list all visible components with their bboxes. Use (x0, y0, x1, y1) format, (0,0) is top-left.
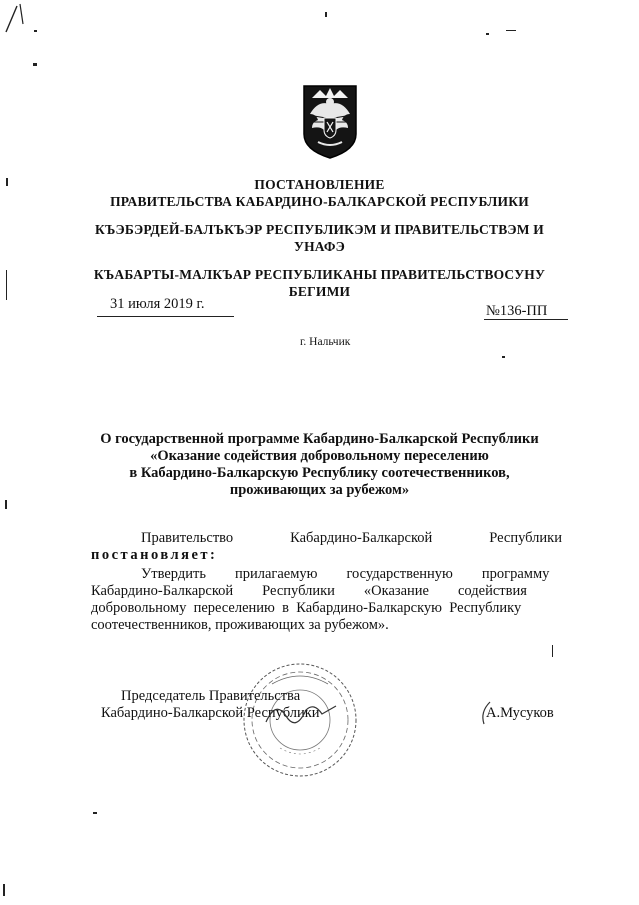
title-line3: в Кабардино-Балкарскую Республику соотечественников, (129, 465, 510, 481)
body-p2-line2: Кабардино-Балкарской Республики «Оказание содействия (91, 583, 527, 599)
scan-dot (5, 500, 7, 509)
scan-dot (552, 645, 553, 657)
signer-title-line2: Кабардино-Балкарской Республики (101, 705, 320, 721)
document-number: №136-ПП (486, 303, 548, 319)
body-p2-line4: соотечественников, проживающих за рубежом». (91, 617, 389, 633)
signer-title-line1: Председатель Правительства (121, 688, 301, 704)
body-p1-line1: Правительство Кабардино-Балкарской Республики (141, 530, 562, 546)
scan-dot (325, 12, 327, 17)
coat-of-arms-emblem (302, 84, 358, 160)
header-government: ПРАВИТЕЛЬСТВА КАБАРДИНО-БАЛКАРСКОЙ РЕСПУБЛИКИ (110, 194, 529, 209)
scan-dot (502, 356, 505, 358)
title-line2: «Оказание содействия добровольному переселению (150, 448, 489, 464)
date-underline (97, 316, 234, 317)
document-date: 31 июля 2019 г. (110, 296, 205, 312)
signer-name: А.Мусуков (486, 705, 554, 721)
number-underline (484, 319, 568, 320)
title-line4: проживающих за рубежом» (229, 482, 410, 498)
scan-dot (34, 30, 37, 32)
header-kabardian-line2: УНАФЭ (293, 239, 346, 254)
title-line1: О государственной программе Кабардино-Балкарской Республики (100, 431, 539, 447)
scan-dot (33, 63, 37, 66)
body-p2-line1: Утвердить прилагаемую государственную программу (141, 566, 550, 582)
handwritten-signature (262, 696, 342, 730)
body-p2-line3: добровольному переселению в Кабардино-Балкарскую Республику (91, 600, 522, 616)
scan-dot (506, 30, 516, 31)
header-balkar-line1: КЪАБАРТЫ-МАЛКЪАР РЕСПУБЛИКАНЫ ПРАВИТЕЛЬСТВОСУНУ (93, 267, 546, 282)
scan-dot (93, 812, 97, 814)
body-p1-decree: постановляет: (91, 547, 218, 563)
scan-dot (3, 884, 5, 896)
header-kabardian-line1: КЪЭБЭРДЕЙ-БАЛЪКЪЭР РЕСПУБЛИКЭМ И ПРАВИТЕЛЬСТВЭМ И (95, 222, 544, 237)
header-title: ПОСТАНОВЛЕНИЕ (254, 177, 385, 192)
scan-dot (486, 33, 489, 35)
scan-mark-topleft (3, 2, 33, 42)
document-city: г. Нальчик (300, 336, 351, 348)
header-balkar-line2: БЕГИМИ (288, 284, 351, 299)
